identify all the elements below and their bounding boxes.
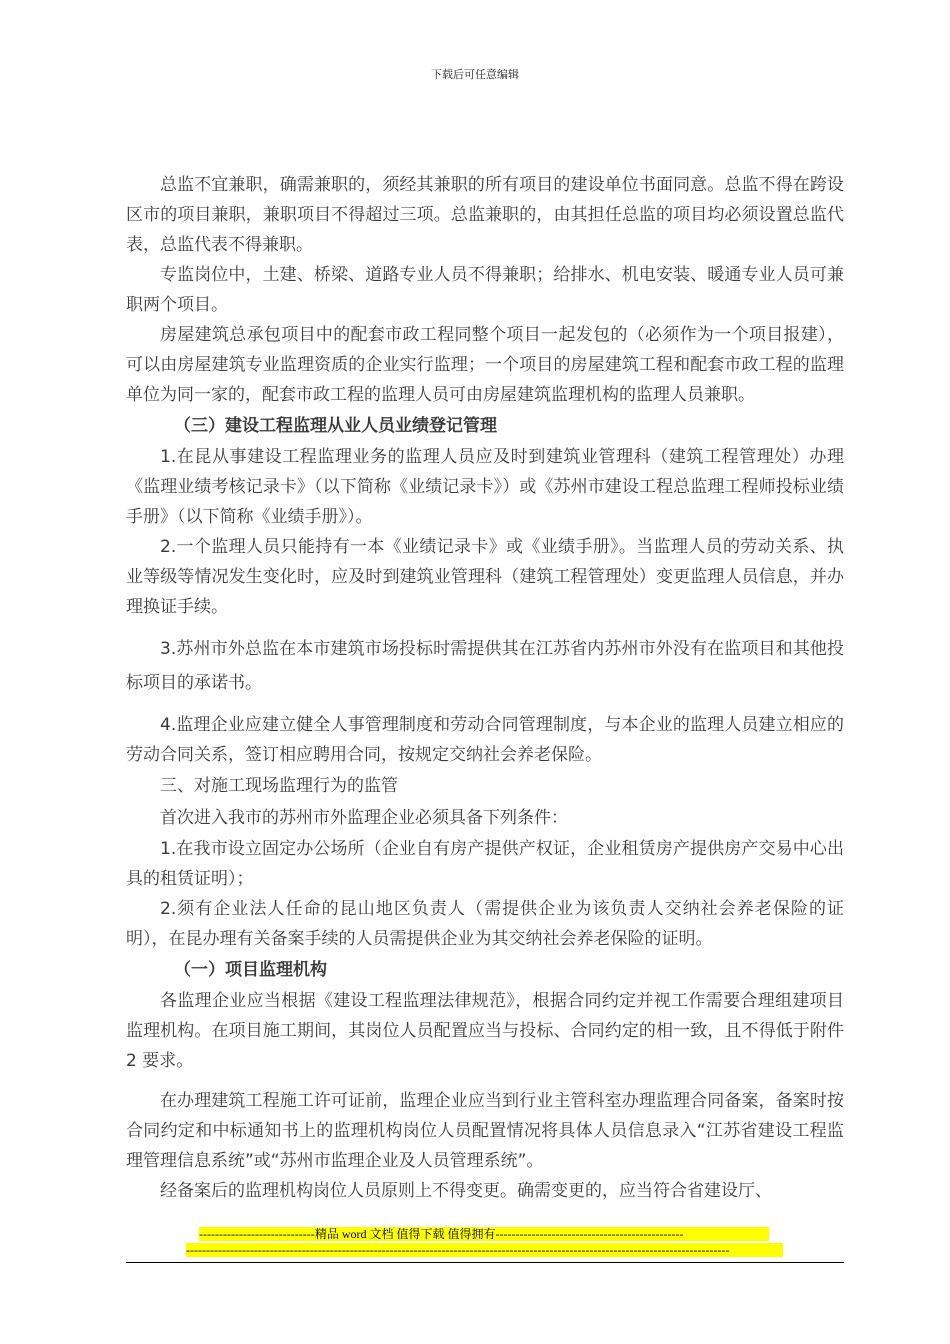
paragraph-specialist-supervisor: 专监岗位中，土建、桥梁、道路专业人员不得兼职；给排水、机电安装、暖通专业人员可兼职两个项目。 xyxy=(126,265,844,315)
paragraph-entry-conditions: 首次进入我市的苏州市外监理企业必须具备下列条件： xyxy=(160,808,568,828)
paragraph-personnel-change: 经备案后的监理机构岗位人员原则上不得变更。确需变更的，应当符合省建设厅、 xyxy=(160,1181,772,1201)
paragraph-item-4-personnel-management: 4.监理企业应建立健全人事管理制度和劳动合同管理制度，与本企业的监理人员建立相应的劳动合同关系，签订相应聘用合同，按规定交纳社会养老保险。 xyxy=(126,715,844,765)
footer-divider xyxy=(126,1262,844,1263)
section-heading-performance-registration: （三）建设工程监理从业人员业绩登记管理 xyxy=(174,416,497,436)
page-header: 下载后可任意编辑 xyxy=(431,68,519,81)
paragraph-item-1-record-card: 1.在昆从事建设工程监理业务的监理人员应及时到建筑业管理科（建筑工程管理处）办理《监理业绩考核记录卡》（以下简称《业绩记录卡》）或《苏州市建设工程总监理工程师投标业绩手册》（以下简称《业绩手册》）。 xyxy=(126,447,844,527)
section-heading-project-supervision-agency: （一）项目监理机构 xyxy=(174,960,327,980)
section-title-site-supervision: 三、对施工现场监理行为的监管 xyxy=(160,776,398,796)
footer-banner-dashes: ---------------------------------------------------------------------------------------------------------------------------------------- xyxy=(186,1243,783,1257)
paragraph-condition-1-office: 1.在我市设立固定办公场所（企业自有房产提供产权证，企业租赁房产提供房产交易中心出具的租赁证明）； xyxy=(126,839,844,889)
paragraph-agency-setup: 各监理企业应当根据《建设工程监理法律规范》，根据合同约定并视工作需要合理组建项目监理机构。在项目施工期间，其岗位人员配置应当与投标、合同约定的相一致，且不得低于附件 2 要求。 xyxy=(126,991,844,1071)
footer-banner-text: -----------------------------精品 word 文档 值得下载 值得拥有----------------------------------------------- xyxy=(199,1227,769,1241)
paragraph-chief-supervisor-part-time: 总监不宜兼职，确需兼职的，须经其兼职的所有项目的建设单位书面同意。总监不得在跨设区市的项目兼职，兼职项目不得超过三项。总监兼职的，由其担任总监的项目均必须设置总监代表，总监代表不得兼职。 xyxy=(126,175,844,255)
paragraph-item-2-single-card: 2.一个监理人员只能持有一本《业绩记录卡》或《业绩手册》。当监理人员的劳动关系、执业等级等情况发生变化时，应及时到建筑业管理科（建筑工程管理处）变更监理人员信息，并办理换证手续。 xyxy=(126,537,844,617)
document-body xyxy=(126,170,844,1206)
paragraph-contract-filing: 在办理建筑工程施工许可证前，监理企业应当到行业主管科室办理监理合同备案，备案时按合同约定和中标通知书上的监理机构岗位人员配置情况将具体人员信息录入“江苏省建设工程监理管理信息系统”或“苏州市监理企业及人员管理系统”。 xyxy=(126,1091,844,1171)
paragraph-municipal-works: 房屋建筑总承包项目中的配套市政工程同整个项目一起发包的（必须作为一个项目报建），可以由房屋建筑专业监理资质的企业实行监理；一个项目的房屋建筑工程和配套市政工程的监理单位为同一家的，配套市政工程的监理人员可由房屋建筑监理机构的监理人员兼职。 xyxy=(126,325,844,405)
paragraph-item-3-commitment: 3.苏州市外总监在本市建筑市场投标时需提供其在江苏省内苏州市外没有在监项目和其他投标项目的承诺书。 xyxy=(126,639,844,693)
paragraph-condition-2-representative: 2.须有企业法人任命的昆山地区负责人（需提供企业为该负责人交纳社会养老保险的证明），在昆办理有关备案手续的人员需提供企业为其交纳社会养老保险的证明。 xyxy=(126,899,844,949)
